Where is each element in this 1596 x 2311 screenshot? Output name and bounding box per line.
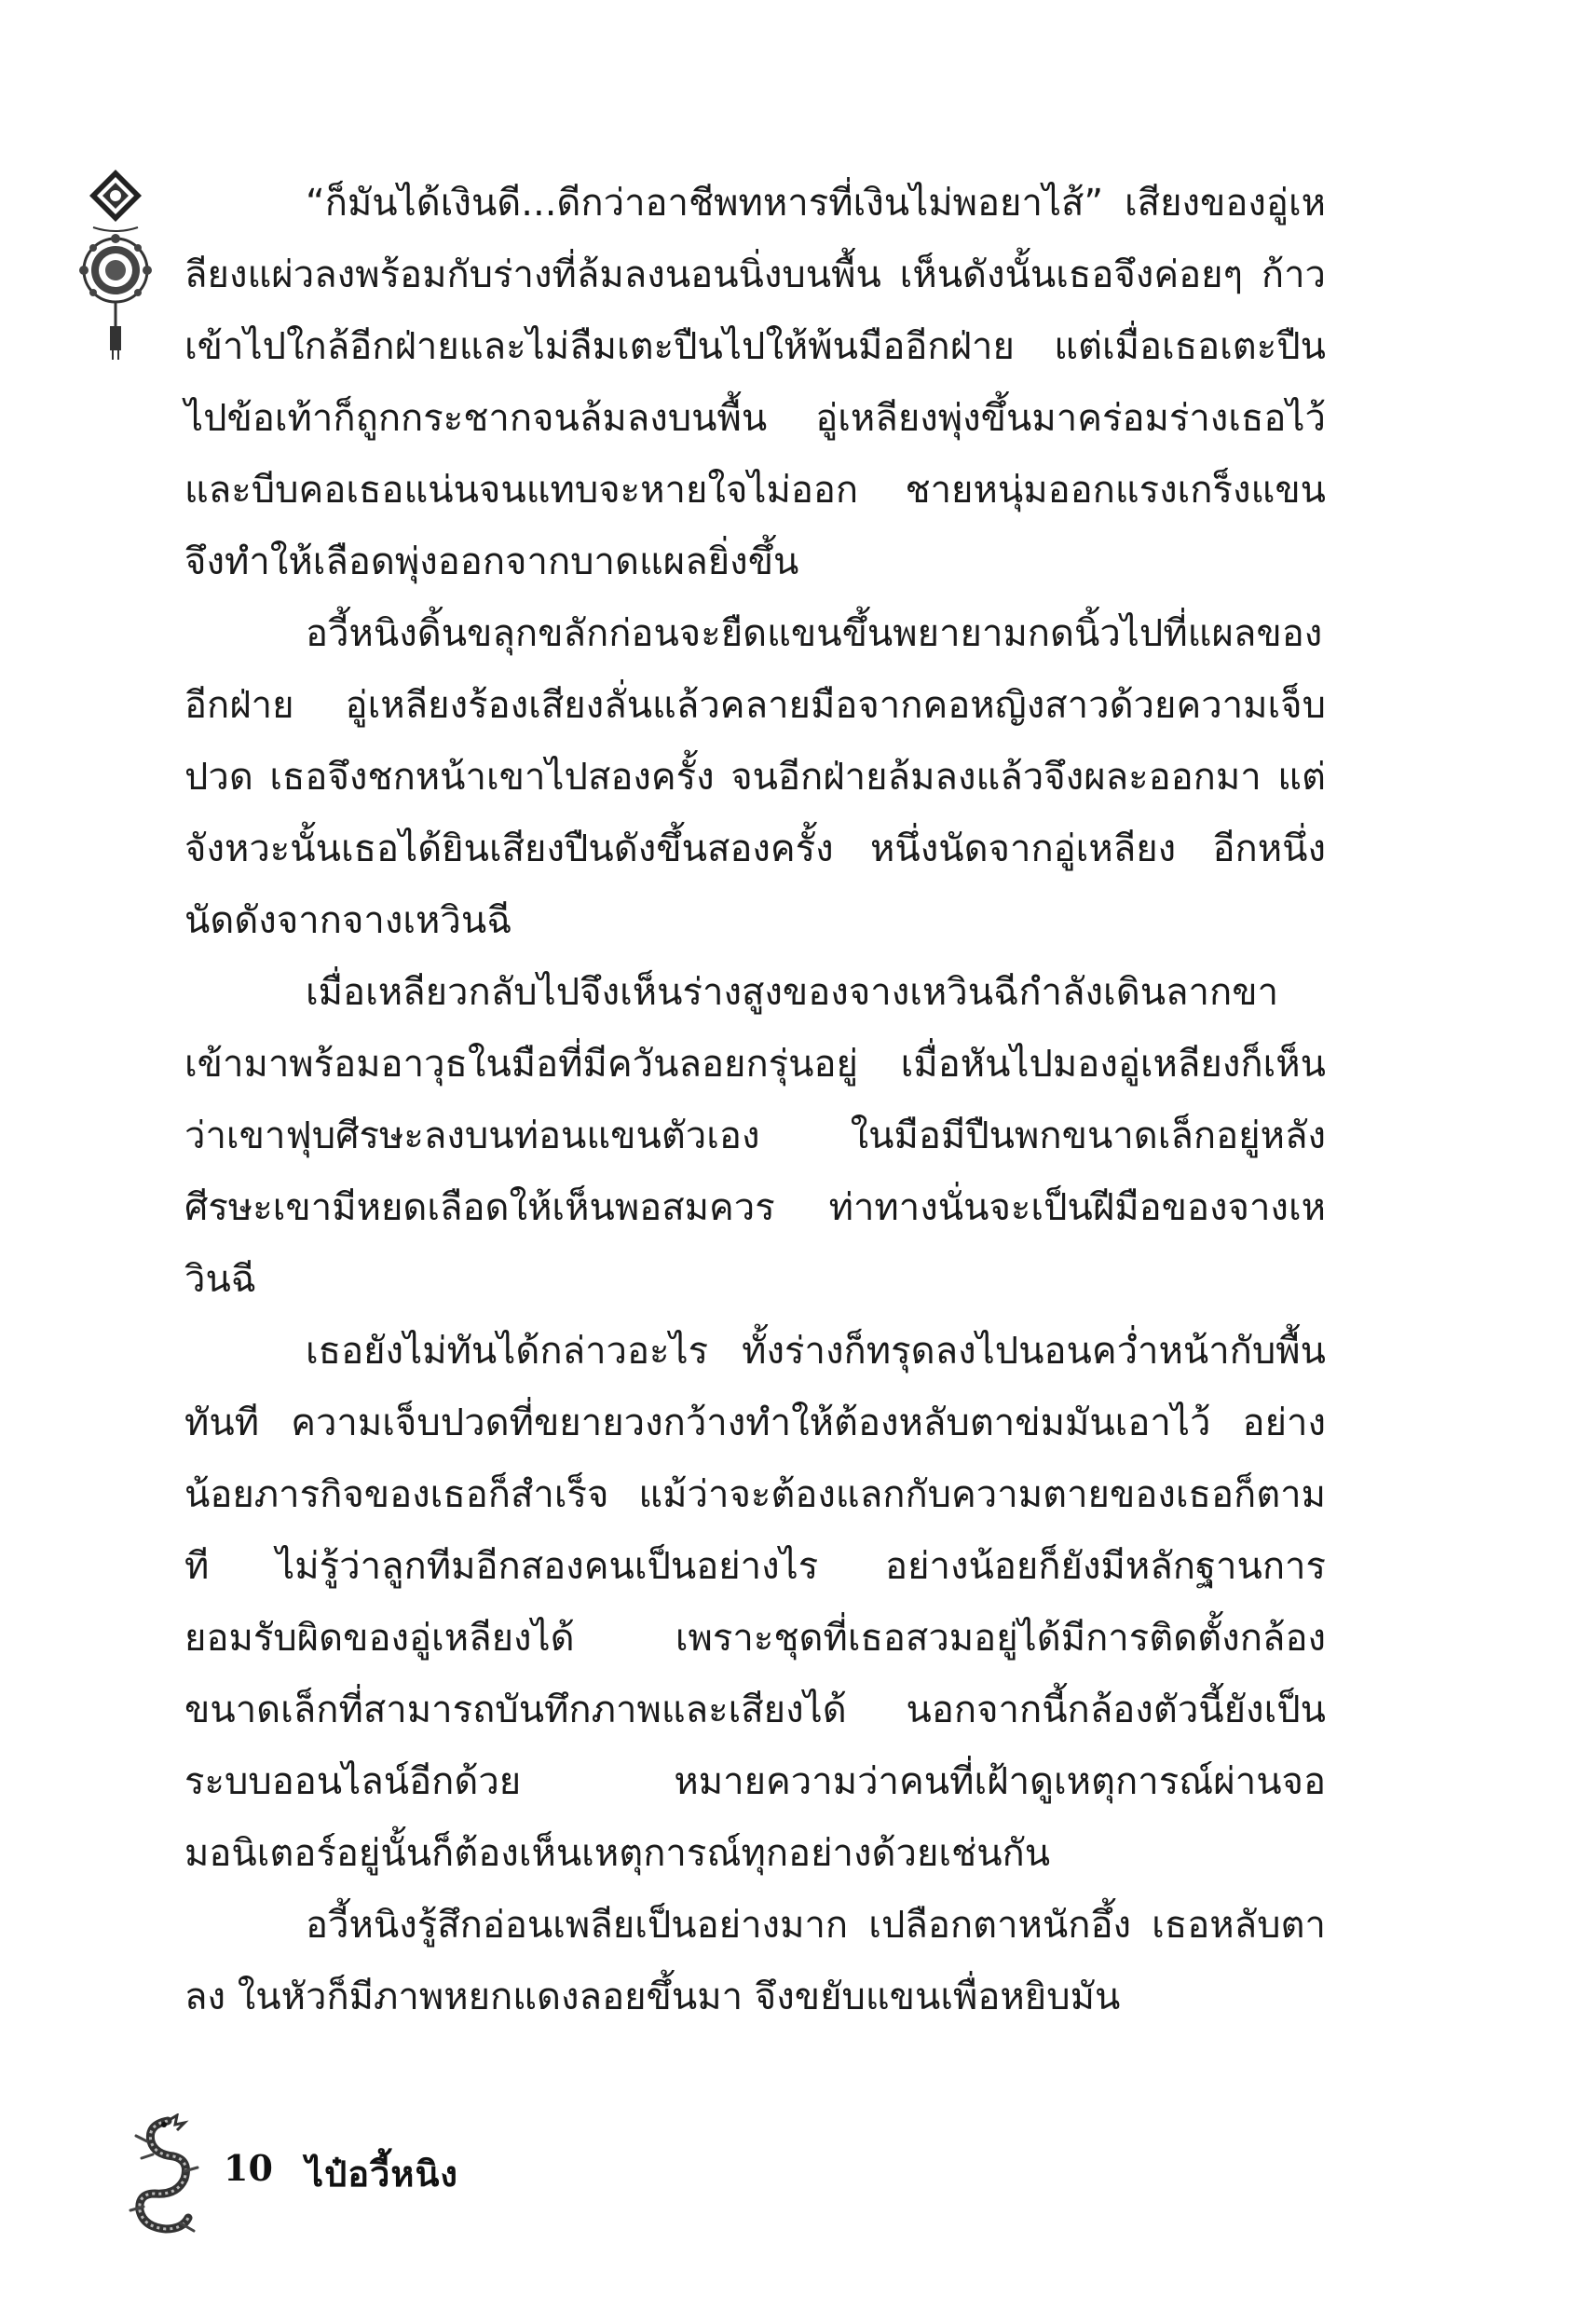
paragraph: อวี้หนิงดิ้นขลุกขลักก่อนจะยืดแขนขึ้นพยายามกดนิ้วไปที่แผลของอีกฝ่าย อู่เหลียงร้องเสียงลั่นแล้วคลายมือจากคอหญิงสาวด้วยความเจ็บปวด เธอจึงชกหน้าเขาไปสองครั้ง จนอีกฝ่ายล้มลงแล้วจึงผละออกมา แต่จังหวะนั้นเธอได้ยินเสียงปืนดังขึ้นสองครั้ง หนึ่งนัดจากอู่เหลียง อีกหนึ่งนัดดังจากจางเหวินฉี <box>184 612 1326 942</box>
page-footer <box>119 2113 585 2244</box>
paragraph: เธอยังไม่ทันได้กล่าวอะไร ทั้งร่างก็ทรุดลงไปนอนคว่ำหน้ากับพื้นทันที ความเจ็บปวดที่ขยายวงกว้างทำให้ต้องหลับตาข่มมันเอาไว้ อย่างน้อยภารกิจของเธอก็สำเร็จ แม้ว่าจะต้องแลกกับความตายของเธอก็ตามที ไม่รู้ว่าลูกทีมอีกสองคนเป็นอย่างไร อย่างน้อยก็ยังมีหลักฐานการยอมรับผิดของอู่เหลียงได้ เพราะชุดที่เธอสวมอยู่ได้มีการติดตั้งกล้องขนาดเล็กที่สามารถบันทึกภาพและเสียงได้ นอกจากนี้กล้องตัวนี้ยังเป็นระบบออนไลน์อีกด้วย หมายความว่าคนที่เฝ้าดูเหตุการณ์ผ่านจอมอนิเตอร์อยู่นั้นก็ต้องเห็นเหตุการณ์ทุกอย่างด้วยเช่นกัน <box>184 1330 1326 1875</box>
book-title: ไป๋อวี้หนิง <box>306 2153 458 2195</box>
dragon-icon <box>119 2113 203 2239</box>
page-number: 10 <box>224 2147 273 2189</box>
paragraph: “ก็มันได้เงินดี...ดีกว่าอาชีพทหารที่เงินไม่พอยาไส้” เสียงของอู่เหลียงแผ่วลงพร้อมกับร่างที่ล้มลงนอนนิ่งบนพื้น เห็นดังนั้นเธอจึงค่อยๆ ก้าวเข้าไปใกล้อีกฝ่ายและไม่ลืมเตะปืนไปให้พ้นมืออีกฝ่าย แต่เมื่อเธอเตะปืนไปข้อเท้าก็ถูกกระชากจนล้มลงบนพื้น อู่เหลียงพุ่งขึ้นมาคร่อมร่างเธอไว้และบีบคอเธอแน่นจนแทบจะหายใจไม่ออก ชายหนุ่มออกแรงเกร็งแขนจึงทำให้เลือดพุ่งออกจากบาดแผลยิ่งขึ้น <box>184 182 1326 583</box>
publisher-emblem-icon <box>73 166 158 362</box>
chapter-body <box>184 168 1326 2033</box>
paragraph: เมื่อเหลียวกลับไปจึงเห็นร่างสูงของจางเหวินฉีกำลังเดินลากขาเข้ามาพร้อมอาวุธในมือที่มีควันลอยกรุ่นอยู่ เมื่อหันไปมองอู่เหลียงก็เห็นว่าเขาฟุบศีรษะลงบนท่อนแขนตัวเอง ในมือมีปืนพกขนาดเล็กอยู่หลังศีรษะเขามีหยดเลือดให้เห็นพอสมควร ท่าทางนั่นจะเป็นฝีมือของจางเหวินฉี <box>184 971 1326 1301</box>
paragraph: อวี้หนิงรู้สึกอ่อนเพลียเป็นอย่างมาก เปลือกตาหนักอึ้ง เธอหลับตาลง ในหัวก็มีภาพหยกแดงลอยขึ้นมา จึงขยับแขนเพื่อหยิบมัน <box>184 1904 1326 2018</box>
